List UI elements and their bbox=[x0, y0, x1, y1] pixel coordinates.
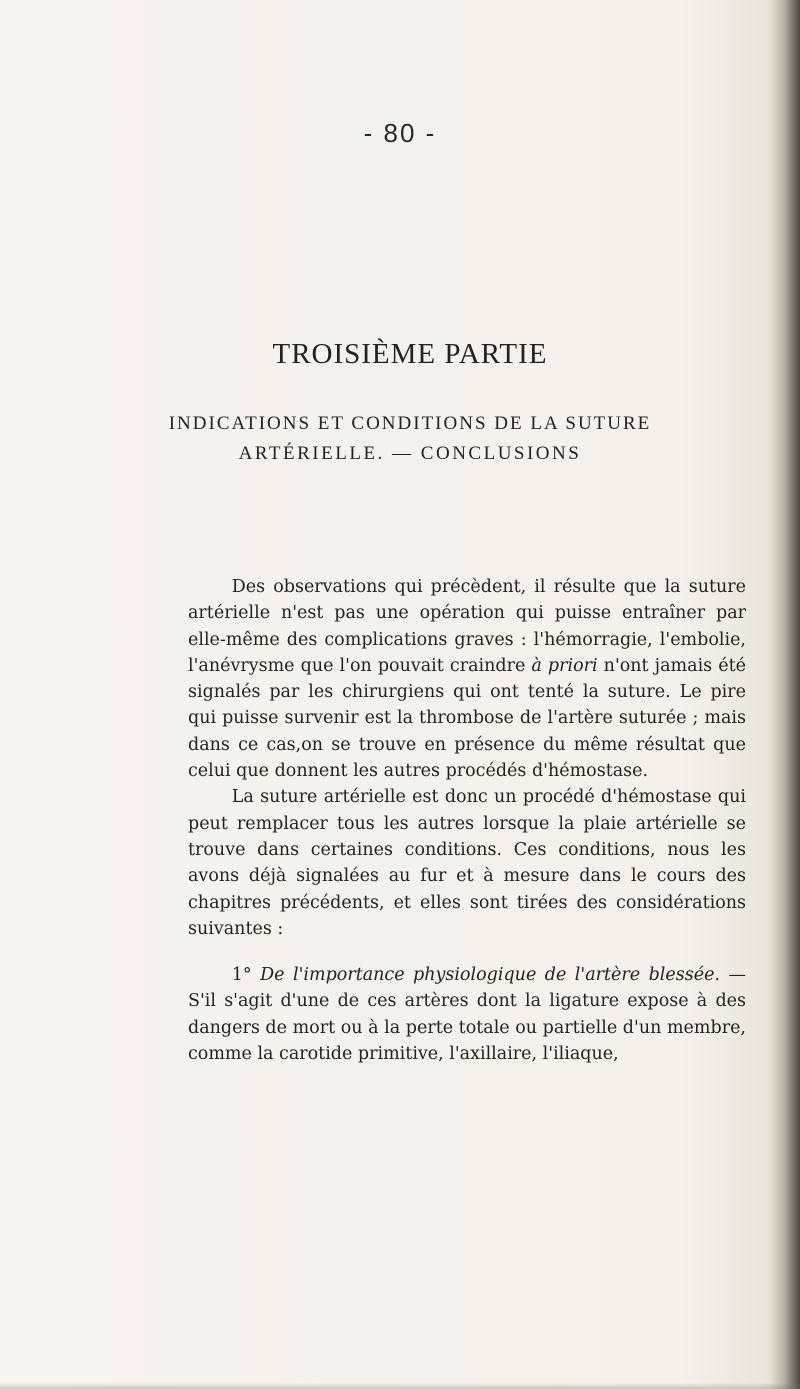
paragraph-1-text-a: Des observations qui précèdent, il résulte que la suture artérielle n'est pas une opération qui puisse entraîner par elle-même des complications graves : l'hémorragie, l'embolie, l'anévrysme que l'on pouvait craindre bbox=[188, 577, 746, 676]
page-number: - 80 - bbox=[363, 118, 437, 148]
paragraph-3-text: — S'il s'agit d'une de ces artères dont la ligature expose à des dangers de mort ou à la perte totale ou partielle d'un membre, comme la carotide primitive, l'axillaire, l'iliaque, bbox=[188, 965, 746, 1065]
paragraph-3-italic-heading: De l'importance physiologique de l'artère blessée. bbox=[260, 965, 720, 986]
section-subtitle-line-2: ARTÉRIELLE. — CONCLUSIONS bbox=[238, 443, 582, 464]
body-text bbox=[188, 574, 746, 1067]
page-edge-shadow bbox=[770, 0, 800, 1389]
paragraph-1-text-b: n'ont jamais été signalés par les chirurgiens qui ont tenté la suture. Le pire qui puisse survenir est la thrombose de l'artère suturée ; mais dans ce cas,on se trouve en présence du même résultat que celui que donnent les autres procédés d'hémostase. bbox=[188, 655, 746, 782]
paragraph-1-italic: à priori bbox=[531, 655, 598, 676]
section-subtitle-line-1: INDICATIONS ET CONDITIONS DE LA SUTURE bbox=[168, 413, 652, 434]
paragraph-3 bbox=[188, 962, 746, 1067]
part-title: TROISIÈME PARTIE bbox=[272, 338, 548, 370]
paragraph-1 bbox=[188, 574, 746, 784]
paragraph-3-number: 1° bbox=[231, 965, 252, 986]
paragraph-2: La suture artérielle est donc un procédé d'hémostase qui peut remplacer tous les autres lorsque la plaie artérielle se trouve dans certaines conditions. Ces conditions, nous les avons déjà signalées au fur et à mesure dans le cours des chapitres précédents, et elles sont tirées des considérations suivantes : bbox=[188, 787, 746, 939]
page-bottom-edge bbox=[0, 1383, 800, 1389]
